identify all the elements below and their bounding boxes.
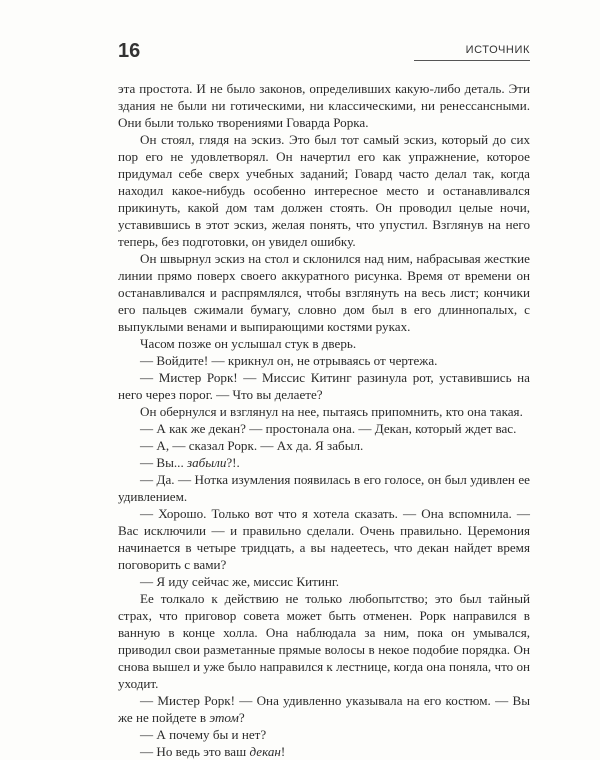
- paragraph: Он обернулся и взглянул на нее, пытаясь припомнить, кто она такая.: [140, 404, 523, 419]
- dialogue-text: ?: [238, 710, 245, 725]
- header-rule: [414, 60, 530, 61]
- italic-word: декан: [249, 744, 281, 759]
- dialogue-line: — А как же декан? — простонала она. — Декан, который ждет вас.: [140, 421, 517, 436]
- dialogue-line: [118, 743, 530, 760]
- dialogue-line: — Мистер Рорк! — Миссис Китинг разинула рот, уставившись на него через порог. — Что вы делаете?: [118, 370, 530, 402]
- dialogue-line: — Войдите! — крикнул он, не отрываясь от чертежа.: [140, 353, 438, 368]
- dialogue-line: [118, 454, 530, 471]
- dialogue-line: [118, 692, 530, 726]
- paragraph: Ее толкало к действию не только любопытство; это был тайный страх, что приговор совета может быть отменен. Рорк направился в ванную в конце холла. Она наблюдала за ним, пока он умывался, приводил свои разметанные прямые волосы в некое подобие порядка. Он снова вышел и уже было направился к лестнице, когда она поняла, что он уходит.: [118, 591, 530, 691]
- running-head: ИСТОЧНИК: [465, 44, 530, 56]
- paragraph: Он стоял, глядя на эскиз. Это был тот самый эскиз, который до сих пор его не удовлетворял. Он начертил его как упражнение, которое придумал себе сверх учебных заданий; Говард часто делал так, когда находил какое-нибудь особенно интересное место и останавливался прикинуть, какой дом там должен стоять. Он проводил целые ночи, уставившись в этот эскиз, желая понять, что упустил. Взглянув на него теперь, без подготовки, он увидел ошибку.: [118, 132, 530, 249]
- italic-word: этом: [209, 710, 239, 725]
- dialogue-line: — Хорошо. Только вот что я хотела сказать. — Она вспомнила. — Вас исключили — и правильно сделали. Очень правильно. Церемония начинается в четыре тридцать, а вы надеетесь, что декан найдет время поговорить с вами?: [118, 506, 530, 572]
- dialogue-text: — Но ведь это ваш: [140, 744, 250, 759]
- dialogue-text: — Вы...: [140, 455, 187, 470]
- dialogue-line: — А почему бы и нет?: [140, 727, 267, 742]
- body-text: [118, 80, 530, 760]
- dialogue-text: — Мистер Рорк! — Она удивленно указывала на его костюм. — Вы же не пойдете в: [118, 693, 530, 725]
- dialogue-line: — А, — сказал Рорк. — Ах да. Я забыл.: [140, 438, 364, 453]
- page-number: 16: [118, 40, 141, 62]
- paragraph: Часом позже он услышал стук в дверь.: [140, 336, 357, 351]
- dialogue-line: — Я иду сейчас же, миссис Китинг.: [140, 574, 340, 589]
- paragraph: эта простота. И не было законов, определивших какую-либо деталь. Эти здания не были ни готическими, ни классическими, ни ренессансными. Они были только творениями Говарда Рорка.: [118, 81, 530, 130]
- dialogue-text: !: [280, 744, 286, 759]
- dialogue-text: ?!.: [226, 455, 240, 470]
- dialogue-line: — Да. — Нотка изумления появилась в его голосе, он был удивлен ее удивлением.: [118, 472, 530, 504]
- italic-word: забыли: [187, 455, 227, 470]
- paragraph: Он швырнул эскиз на стол и склонился над ним, набрасывая жесткие линии прямо поверх своего аккуратного рисунка. Время от времени он останавливался и распрямлялся, чтобы взглянуть на весь лист; кончики его пальцев сжимали бумагу, словно дом был в его длиннопалых, с выпуклыми венами и выпирающими костями руках.: [118, 251, 530, 334]
